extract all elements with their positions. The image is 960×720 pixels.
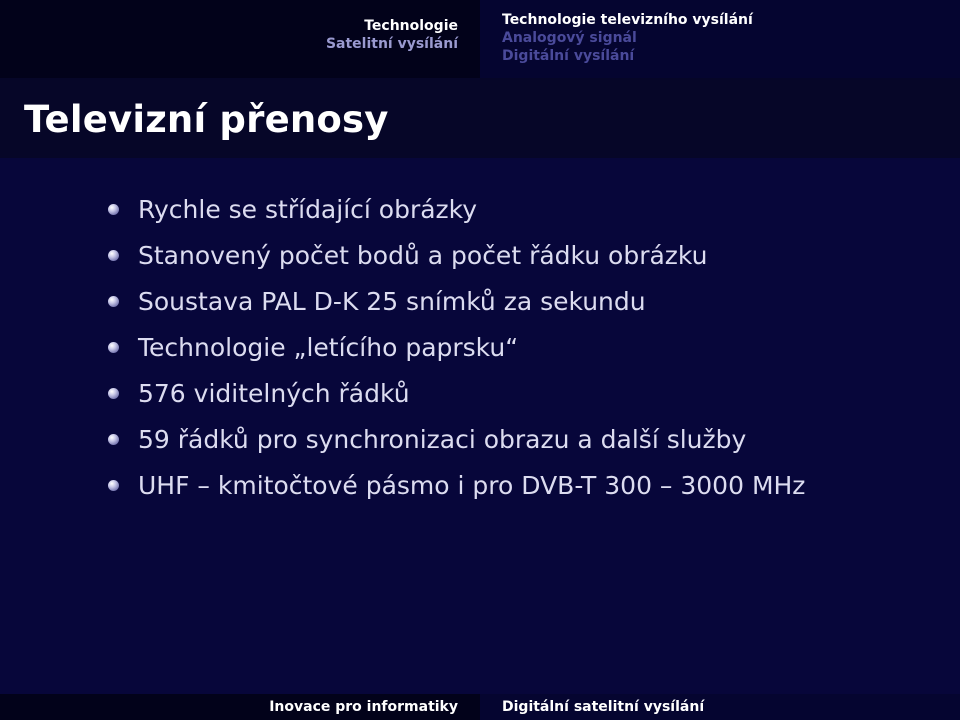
nav-subsection-satelitni-vysilani[interactable]: Satelitní vysílání	[325, 36, 458, 52]
bullet-ball-icon	[108, 296, 119, 307]
bullet-text: 59 řádků pro synchronizaci obrazu a další služby	[138, 424, 747, 454]
nav-section-technologie[interactable]: Technologie	[364, 18, 458, 34]
bullet-list	[108, 186, 928, 508]
bullet-text: Technologie „letícího paprsku“	[138, 332, 519, 362]
bullet-text: UHF – kmitočtové pásmo i pro DVB-T 300 – 3000 MHz	[138, 470, 806, 500]
bullet-item	[108, 462, 928, 508]
slide-title-bar	[0, 78, 960, 158]
nav-item-analogovy-signal[interactable]: Analogový signál	[502, 30, 637, 46]
header-section-panel	[0, 0, 480, 78]
bullet-item	[108, 416, 928, 462]
nav-item-digitalni-vysilani[interactable]: Digitální vysílání	[502, 48, 635, 64]
bullet-item	[108, 186, 928, 232]
bullet-item	[108, 278, 928, 324]
bullet-item	[108, 324, 928, 370]
bullet-text: Stanovený počet bodů a počet řádku obrázku	[138, 240, 708, 270]
bullet-item	[108, 232, 928, 278]
bullet-text: Soustava PAL D-K 25 snímků za sekundu	[138, 286, 646, 316]
bullet-text: 576 viditelných řádků	[138, 378, 410, 408]
footer-title: Digitální satelitní vysílání	[480, 694, 960, 720]
footer	[0, 694, 960, 720]
bullet-ball-icon	[108, 434, 119, 445]
bullet-text: Rychle se střídající obrázky	[138, 194, 478, 224]
header-navigation	[0, 0, 960, 78]
bullet-ball-icon	[108, 250, 119, 261]
bullet-ball-icon	[108, 388, 119, 399]
bullet-ball-icon	[108, 480, 119, 491]
bullet-ball-icon	[108, 342, 119, 353]
bullet-ball-icon	[108, 204, 119, 215]
footer-author: Inovace pro informatiky	[0, 694, 480, 720]
header-subsection-panel	[480, 0, 960, 78]
bullet-item	[108, 370, 928, 416]
nav-item-technologie-televizniho-vysilani[interactable]: Technologie televizního vysílání	[502, 12, 753, 28]
slide-title: Televizní přenosy	[24, 98, 389, 141]
